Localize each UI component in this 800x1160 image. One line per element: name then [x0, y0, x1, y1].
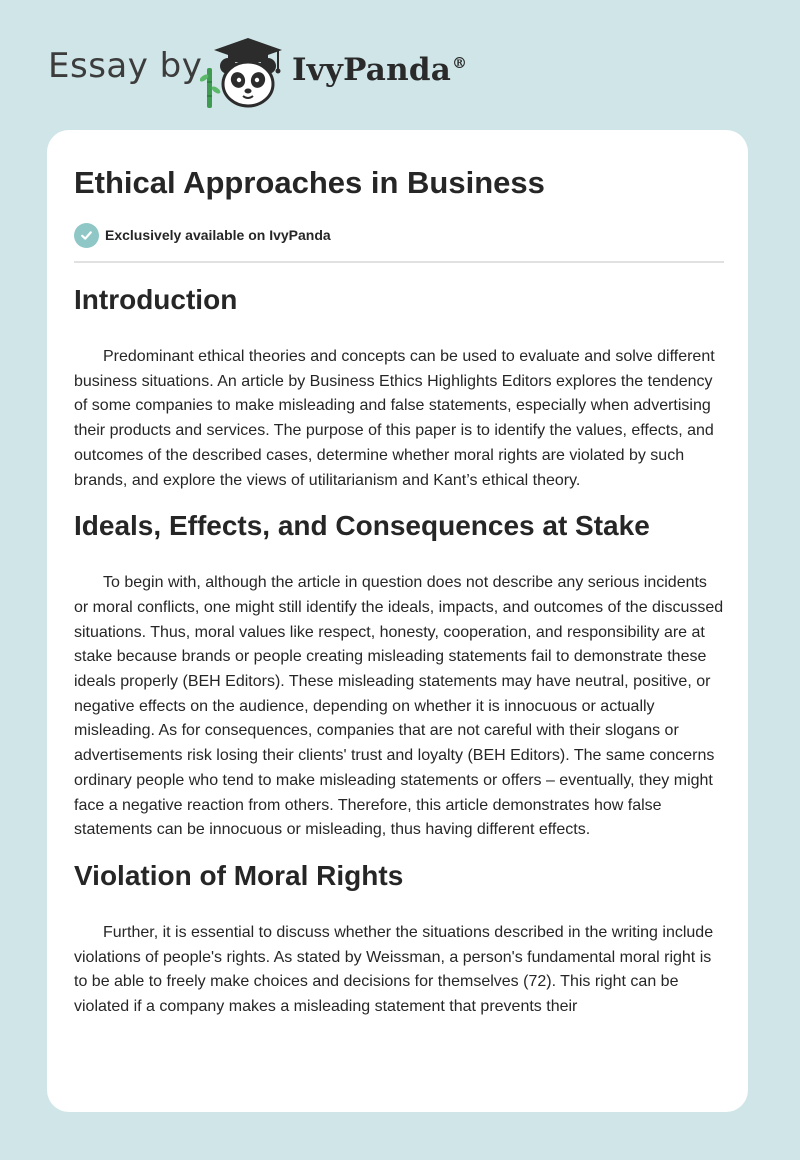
site-header — [48, 30, 548, 110]
check-circle-icon — [74, 223, 99, 248]
brand-name[interactable] — [292, 52, 467, 88]
essay-body — [74, 282, 724, 1020]
section-paragraph: Predominant ethical theories and concepts can be used to evaluate and solve different business situations. An article by Business Ethics Highlights Editors explores the tendency of some companies to make misleading and false statements, especially when advertising their products and services. The purpose of this paper is to identify the values, effects, and outcomes of the described cases, determine whether moral rights are violated by such brands, and explore the views of utilitarianism and Kant’s ethical theory. — [74, 348, 715, 489]
title-divider — [74, 261, 724, 263]
section-introduction — [74, 282, 724, 493]
section-heading: Ideals, Effects, and Consequences at Stake — [74, 510, 650, 542]
brand-name-text: IvyPanda — [292, 52, 451, 88]
section-violation-of-moral-rights — [74, 858, 724, 1020]
section-heading: Violation of Moral Rights — [74, 859, 404, 891]
essay-by-label: Essay by — [48, 46, 203, 86]
page-title: Ethical Approaches in Business — [74, 165, 545, 200]
registered-mark: ® — [452, 54, 468, 72]
exclusive-badge-label: Exclusively available on IvyPanda — [105, 227, 331, 243]
exclusive-badge — [74, 222, 331, 248]
section-ideals-effects-consequences — [74, 508, 724, 843]
section-heading: Introduction — [74, 284, 238, 315]
section-paragraph: To begin with, although the article in question does not describe any serious incidents or moral conflicts, one might still identify the ideals, impacts, and outcomes of the discussed situations. Thus, moral values like respect, honesty, cooperation, and responsibility are at stake because brands or people creating misleading statements fail to demonstrate these ideals properly (BEH Editors). These misleading statements may have neutral, positive, or negative effects on the audience, depending on whether it is innocuous or actually misleading. As for consequences, companies that are not careful with their slogans or advertisements risk losing their clients' trust and loyalty (BEH Editors). The same concerns ordinary people who tend to make misleading statements or offers – eventually, they might face a negative reaction from others. Therefore, this article demonstrates how false statements can be innocuous or misleading, thus having different effects. — [74, 574, 724, 839]
section-paragraph: Further, it is essential to discuss whether the situations described in the writing include violations of people's rights. As stated by Weissman, a person's fundamental moral right is to be able to freely make choices and decisions for themselves (72). This right can be violated if a company makes a misleading statement that prevents their — [74, 923, 714, 1016]
panda-graduate-logo-icon[interactable] — [200, 34, 284, 110]
essay-card — [47, 130, 748, 1112]
